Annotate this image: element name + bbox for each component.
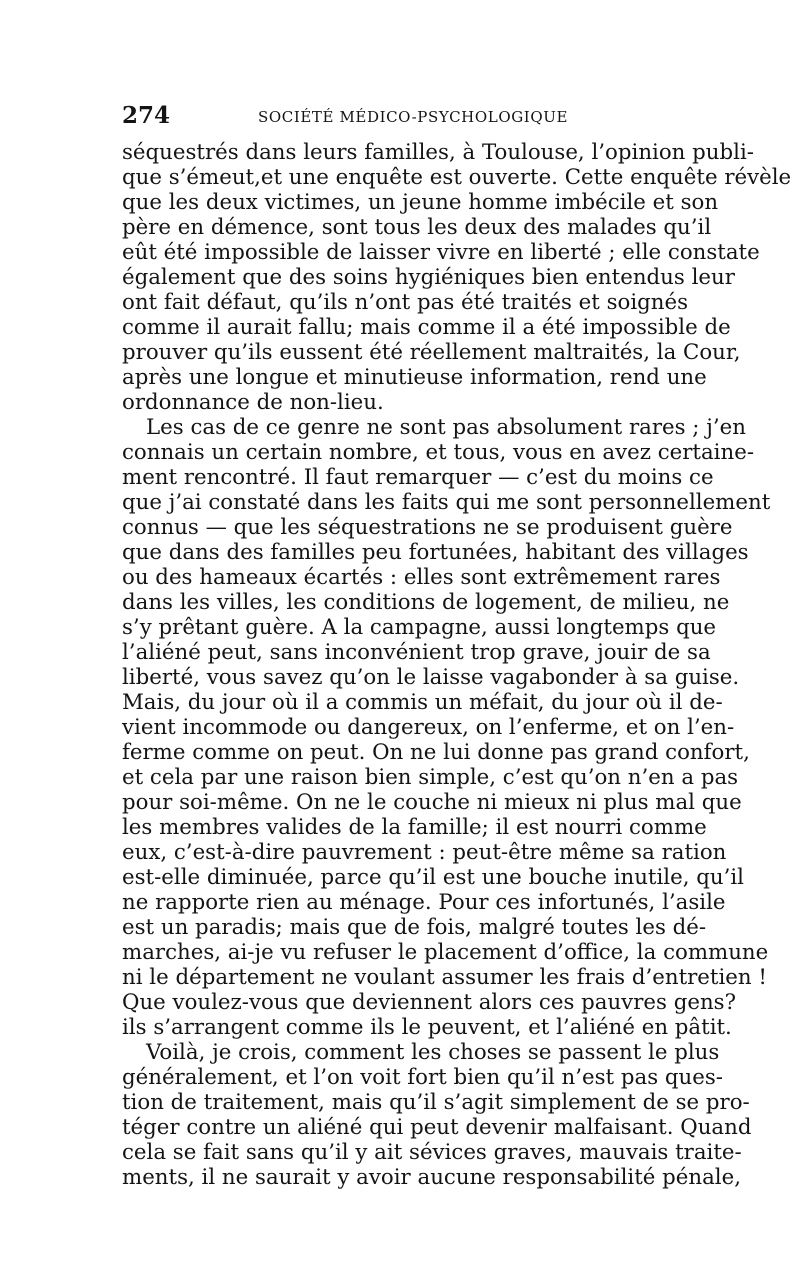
text-line: Les cas de ce genre ne sont pas absolument rares ; j’en: [146, 415, 746, 440]
text-line: Voilà, je crois, comment les choses se passent le plus: [146, 1040, 720, 1065]
text-line: que j’ai constaté dans les faits qui me sont personnellement: [122, 490, 771, 515]
text-line: ments, il ne saurait y avoir aucune responsabilité pénale,: [122, 1165, 741, 1190]
text-line: cela se fait sans qu’il y ait sévices graves, mauvais traite-: [122, 1140, 742, 1165]
text-line: téger contre un aliéné qui peut devenir malfaisant. Quand: [122, 1115, 752, 1140]
page-number: 274: [122, 102, 171, 129]
text-line: que dans des familles peu fortunées, habitant des villages: [122, 540, 749, 565]
text-line: est-elle diminuée, parce qu’il est une bouche inutile, qu’il: [122, 865, 744, 890]
text-line: connais un certain nombre, et tous, vous en avez certaine-: [122, 440, 755, 465]
text-line: ni le département ne voulant assumer les frais d’entretien !: [122, 965, 767, 990]
text-line: connus — que les séquestrations ne se produisent guère: [122, 515, 733, 540]
text-line: ils s’arrangent comme ils le peuvent, et l’aliéné en pâtit.: [122, 1015, 732, 1040]
text-line: ordonnance de non-lieu.: [122, 390, 384, 415]
text-line: comme il aurait fallu; mais comme il a été impossible de: [122, 315, 731, 340]
running-head: [122, 100, 682, 132]
text-line: séquestrés dans leurs familles, à Toulouse, l’opinion publi-: [122, 140, 754, 165]
text-line: Que voulez-vous que deviennent alors ces pauvres gens?: [122, 990, 737, 1015]
text-line: liberté, vous savez qu’on le laisse vagabonder à sa guise.: [122, 665, 740, 690]
text-line: est un paradis; mais que de fois, malgré toutes les dé-: [122, 915, 707, 940]
text-line: que les deux victimes, un jeune homme imbécile et son: [122, 190, 719, 215]
text-line: Mais, du jour où il a commis un méfait, du jour où il de-: [122, 690, 723, 715]
text-line: ou des hameaux écartés : elles sont extrêmement rares: [122, 565, 721, 590]
text-line: prouver qu’ils eussent été réellement maltraités, la Cour,: [122, 340, 741, 365]
text-line: marches, ai-je vu refuser le placement d’office, la commune: [122, 940, 769, 965]
text-line: ont fait défaut, qu’ils n’ont pas été traités et soignés: [122, 290, 689, 315]
text-line: pour soi-même. On ne le couche ni mieux ni plus mal que: [122, 790, 742, 815]
text-line: s’y prêtant guère. A la campagne, aussi longtemps que: [122, 615, 717, 640]
text-line: tion de traitement, mais qu’il s’agit simplement de se pro-: [122, 1090, 750, 1115]
text-line: dans les villes, les conditions de logement, de milieu, ne: [122, 590, 730, 615]
running-title: SOCIÉTÉ MÉDICO-PSYCHOLOGIQUE: [258, 108, 569, 126]
text-line: les membres valides de la famille; il est nourri comme: [122, 815, 707, 840]
text-line: père en démence, sont tous les deux des malades qu’il: [122, 215, 712, 240]
body-text: [122, 138, 792, 1190]
text-line: et cela par une raison bien simple, c’est qu’on n’en a pas: [122, 765, 739, 790]
text-line: ferme comme on peut. On ne lui donne pas grand confort,: [122, 740, 750, 765]
text-line: également que des soins hygiéniques bien entendus leur: [122, 265, 735, 290]
text-line: ne rapporte rien au ménage. Pour ces infortunés, l’asile: [122, 890, 726, 915]
text-line: après une longue et minutieuse information, rend une: [122, 365, 707, 390]
text-line: eux, c’est-à-dire pauvrement : peut-être même sa ration: [122, 840, 727, 865]
text-line: eût été impossible de laisser vivre en liberté ; elle constate: [122, 240, 760, 265]
text-line: l’aliéné peut, sans inconvénient trop grave, jouir de sa: [122, 640, 711, 665]
text-line: ment rencontré. Il faut remarquer — c’est du moins ce: [122, 465, 714, 490]
text-line: vient incommode ou dangereux, on l’enferme, et on l’en-: [122, 715, 735, 740]
text-line: que s’émeut,et une enquête est ouverte. Cette enquête révèle: [122, 165, 792, 190]
text-line: généralement, et l’on voit fort bien qu’il n’est pas ques-: [122, 1065, 723, 1090]
